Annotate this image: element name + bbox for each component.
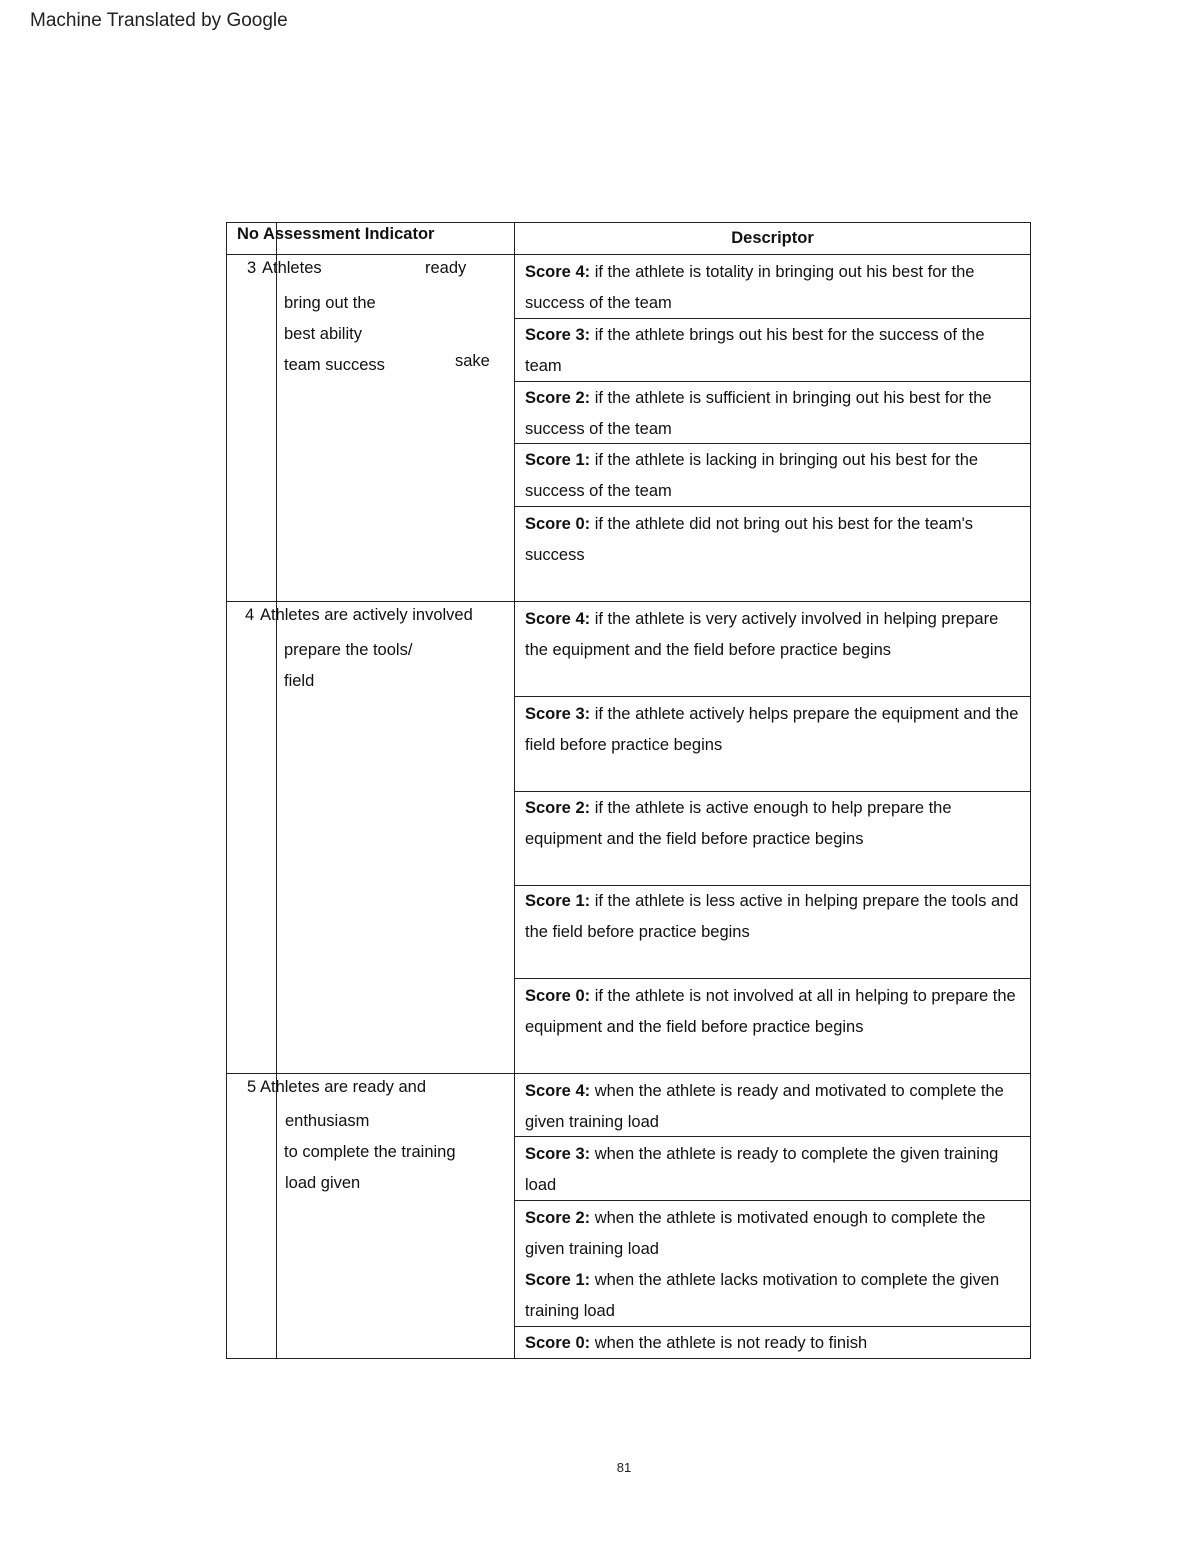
row-number: 5 (247, 1078, 257, 1096)
descriptor-divider (514, 381, 1031, 382)
descriptor-score-2 (525, 1203, 1025, 1265)
score-label: Score 1: (525, 892, 591, 910)
descriptor-text: when the athlete is motivated enough to complete the given training load (525, 1209, 986, 1258)
descriptor-divider (514, 1136, 1031, 1137)
indicator-line: sake (455, 352, 490, 370)
score-label: Score 2: (525, 1209, 591, 1227)
descriptor-divider (514, 506, 1031, 507)
descriptor-score-1 (525, 1265, 1025, 1327)
descriptor-text: if the athlete is sufficient in bringing out his best for the success of the team (525, 389, 992, 438)
descriptor-score-3 (525, 1139, 1025, 1201)
descriptor-score-3 (525, 320, 1025, 382)
score-label: Score 3: (525, 326, 591, 344)
descriptor-text: if the athlete brings out his best for the success of the team (525, 326, 985, 375)
descriptor-text: if the athlete is active enough to help prepare the equipment and the field before practice begins (525, 799, 952, 848)
descriptor-score-0 (525, 1328, 1025, 1359)
descriptor-score-0 (525, 981, 1025, 1043)
descriptor-score-1 (525, 445, 1025, 507)
indicator-line: best ability (284, 325, 362, 343)
descriptor-score-4 (525, 604, 1025, 666)
descriptor-divider (514, 1326, 1031, 1327)
indicator-line: load given (285, 1174, 361, 1192)
descriptor-score-2 (525, 793, 1025, 855)
score-label: Score 2: (525, 389, 591, 407)
score-label: Score 0: (525, 987, 591, 1005)
indicator-line: Athletes (262, 259, 322, 277)
score-label: Score 3: (525, 705, 591, 723)
indicator-line: team success (284, 356, 385, 374)
descriptor-divider (514, 1200, 1031, 1201)
descriptor-score-1 (525, 886, 1025, 948)
descriptor-divider (514, 978, 1031, 979)
score-label: Score 0: (525, 515, 591, 533)
header-divider (226, 254, 1031, 255)
row-number: 3 (247, 259, 257, 277)
descriptor-divider (514, 696, 1031, 697)
descriptor-text: if the athlete is less active in helping prepare the tools and the field before practice begins (525, 892, 1019, 941)
indicator-line: Athletes are actively involved (260, 606, 473, 624)
score-label: Score 1: (525, 451, 591, 469)
descriptor-score-3 (525, 699, 1025, 761)
indicator-line: field (284, 672, 315, 690)
score-label: Score 4: (525, 610, 591, 628)
descriptor-text: if the athlete is lacking in bringing out his best for the success of the team (525, 451, 979, 500)
descriptor-score-0 (525, 509, 1025, 571)
indicator-line: ready (425, 259, 467, 277)
score-label: Score 1: (525, 1271, 591, 1289)
descriptor-text: if the athlete actively helps prepare the equipment and the field before practice begins (525, 705, 1019, 754)
header-no-assessment-indicator: No Assessment Indicator (237, 225, 435, 243)
score-label: Score 0: (525, 1334, 591, 1352)
score-label: Score 4: (525, 1082, 591, 1100)
descriptor-score-4 (525, 257, 1025, 319)
machine-translation-notice: Machine Translated by Google (30, 10, 288, 31)
descriptor-divider (514, 318, 1031, 319)
assessment-table (226, 222, 1031, 1359)
indicator-line: to complete the training (284, 1143, 456, 1161)
row-divider (226, 601, 1031, 602)
row-divider (226, 1073, 1031, 1074)
indicator-line: bring out the (284, 294, 376, 312)
score-label: Score 2: (525, 799, 591, 817)
descriptor-text: if the athlete is very actively involved in helping prepare the equipment and the field before practice begins (525, 610, 999, 659)
descriptor-text: when the athlete lacks motivation to complete the given training load (525, 1271, 1000, 1320)
score-label: Score 4: (525, 263, 591, 281)
column-divider-no (276, 222, 277, 1359)
descriptor-score-2 (525, 383, 1025, 445)
descriptor-text: if the athlete is not involved at all in helping to prepare the equipment and the field before practice begins (525, 987, 1016, 1036)
page-number: 81 (616, 1460, 632, 1475)
descriptor-text: when the athlete is ready and motivated to complete the given training load (525, 1082, 1004, 1131)
indicator-line: prepare the tools/ (284, 641, 413, 659)
indicator-line: Athletes are ready and (260, 1078, 427, 1096)
score-label: Score 3: (525, 1145, 591, 1163)
header-descriptor: Descriptor (731, 229, 814, 247)
descriptor-text: if the athlete did not bring out his best for the team's success (525, 515, 974, 564)
row-number: 4 (245, 606, 255, 624)
descriptor-text: when the athlete is not ready to finish (590, 1334, 868, 1352)
indicator-line: enthusiasm (285, 1112, 370, 1130)
descriptor-text: when the athlete is ready to complete the given training load (525, 1145, 999, 1194)
descriptor-divider (514, 791, 1031, 792)
descriptor-divider (514, 443, 1031, 444)
descriptor-score-4 (525, 1076, 1025, 1138)
descriptor-text: if the athlete is totality in bringing out his best for the success of the team (525, 263, 975, 312)
